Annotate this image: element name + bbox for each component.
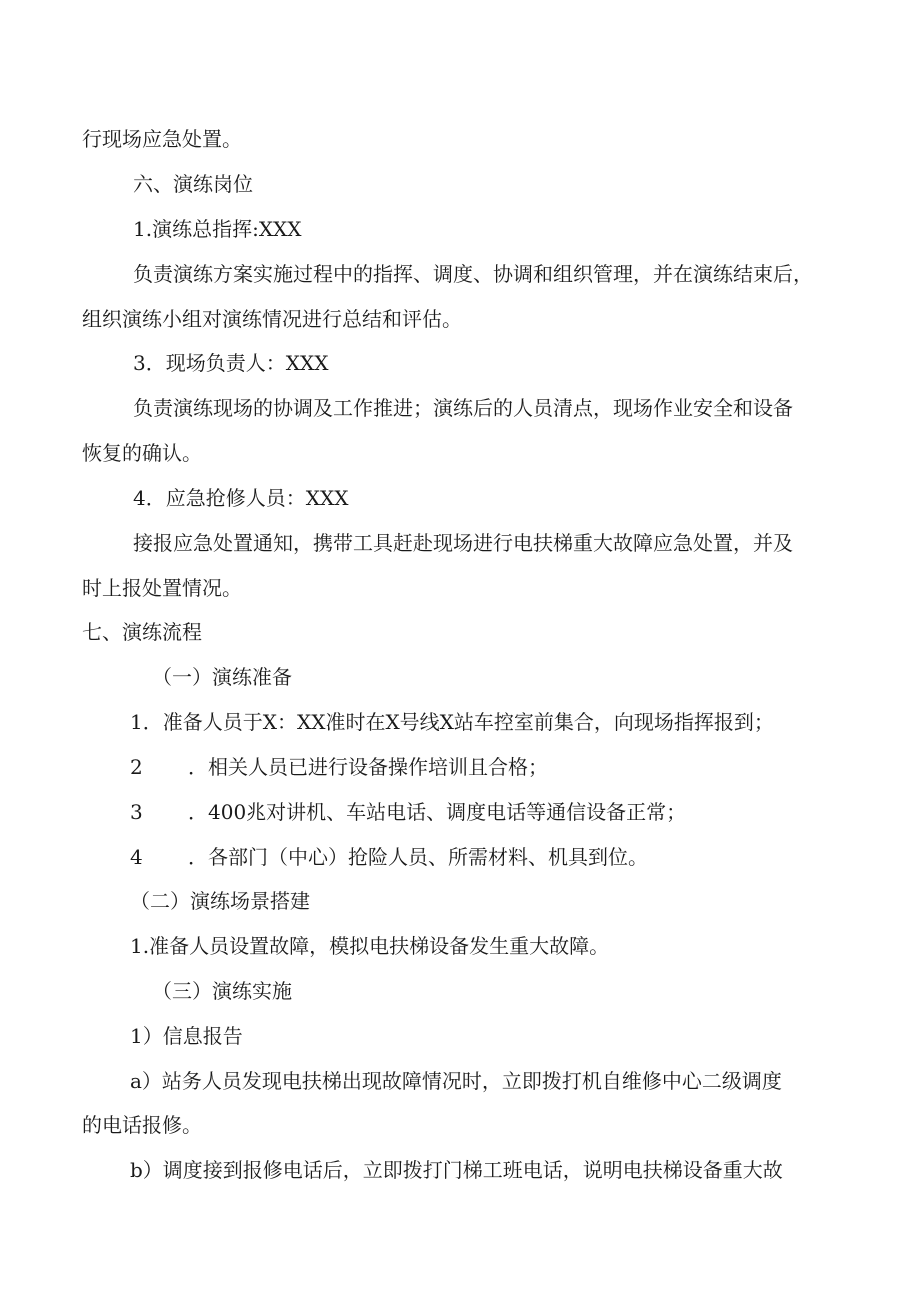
list-number: 2: [130, 755, 143, 779]
subsection-heading: （一）演练准备: [152, 665, 292, 689]
list-text: ．各部门（中心）抢险人员、所需材料、机具到位。: [188, 845, 648, 869]
paragraph-line: a）站务人员发现电扶梯出现故障情况时，立即拨打机自维修中心二级调度: [130, 1069, 782, 1093]
section-heading-7: 七、演练流程: [82, 620, 202, 644]
paragraph-line: 时上报处置情况。: [82, 576, 242, 600]
list-text: ．400兆对讲机、车站电话、调度电话等通信设备正常；: [188, 800, 687, 824]
list-number: 4: [130, 845, 143, 869]
list-item: 4．应急抢修人员：XXX: [133, 486, 349, 510]
list-text: ．相关人员已进行设备操作培训且合格；: [188, 755, 548, 779]
list-item: [130, 843, 648, 871]
paragraph-line: 组织演练小组对演练情况进行总结和评估。: [82, 307, 462, 331]
paragraph-line: 行现场应急处置。: [82, 127, 242, 151]
paragraph-line: 接报应急处置通知，携带工具赶赴现场进行电扶梯重大故障应急处置，并及: [133, 531, 793, 555]
list-item: 1）信息报告: [130, 1024, 243, 1048]
list-item: 1．准备人员于X：XX准时在X号线X站车控室前集合，向现场指挥报到；: [130, 710, 774, 734]
list-item: [130, 753, 548, 781]
section-heading-6: 六、演练岗位: [133, 172, 253, 196]
list-item: 1.演练总指挥:XXX: [133, 217, 302, 241]
paragraph-line: 的电话报修。: [82, 1113, 202, 1137]
subsection-heading: （三）演练实施: [152, 979, 292, 1003]
list-item: 1.准备人员设置故障，模拟电扶梯设备发生重大故障。: [130, 934, 610, 958]
paragraph-line: 负责演练方案实施过程中的指挥、调度、协调和组织管理，并在演练结束后，: [133, 262, 813, 286]
subsection-heading: （二）演练场景搭建: [130, 889, 310, 913]
list-number: 3: [130, 800, 143, 824]
list-item: 3．现场负责人：XXX: [133, 351, 329, 375]
list-item: [130, 798, 686, 826]
paragraph-line: 恢复的确认。: [82, 441, 202, 465]
paragraph-line: b）调度接到报修电话后，立即拨打门梯工班电话，说明电扶梯设备重大故: [130, 1158, 783, 1182]
paragraph-line: 负责演练现场的协调及工作推进；演练后的人员清点，现场作业安全和设备: [133, 396, 793, 420]
